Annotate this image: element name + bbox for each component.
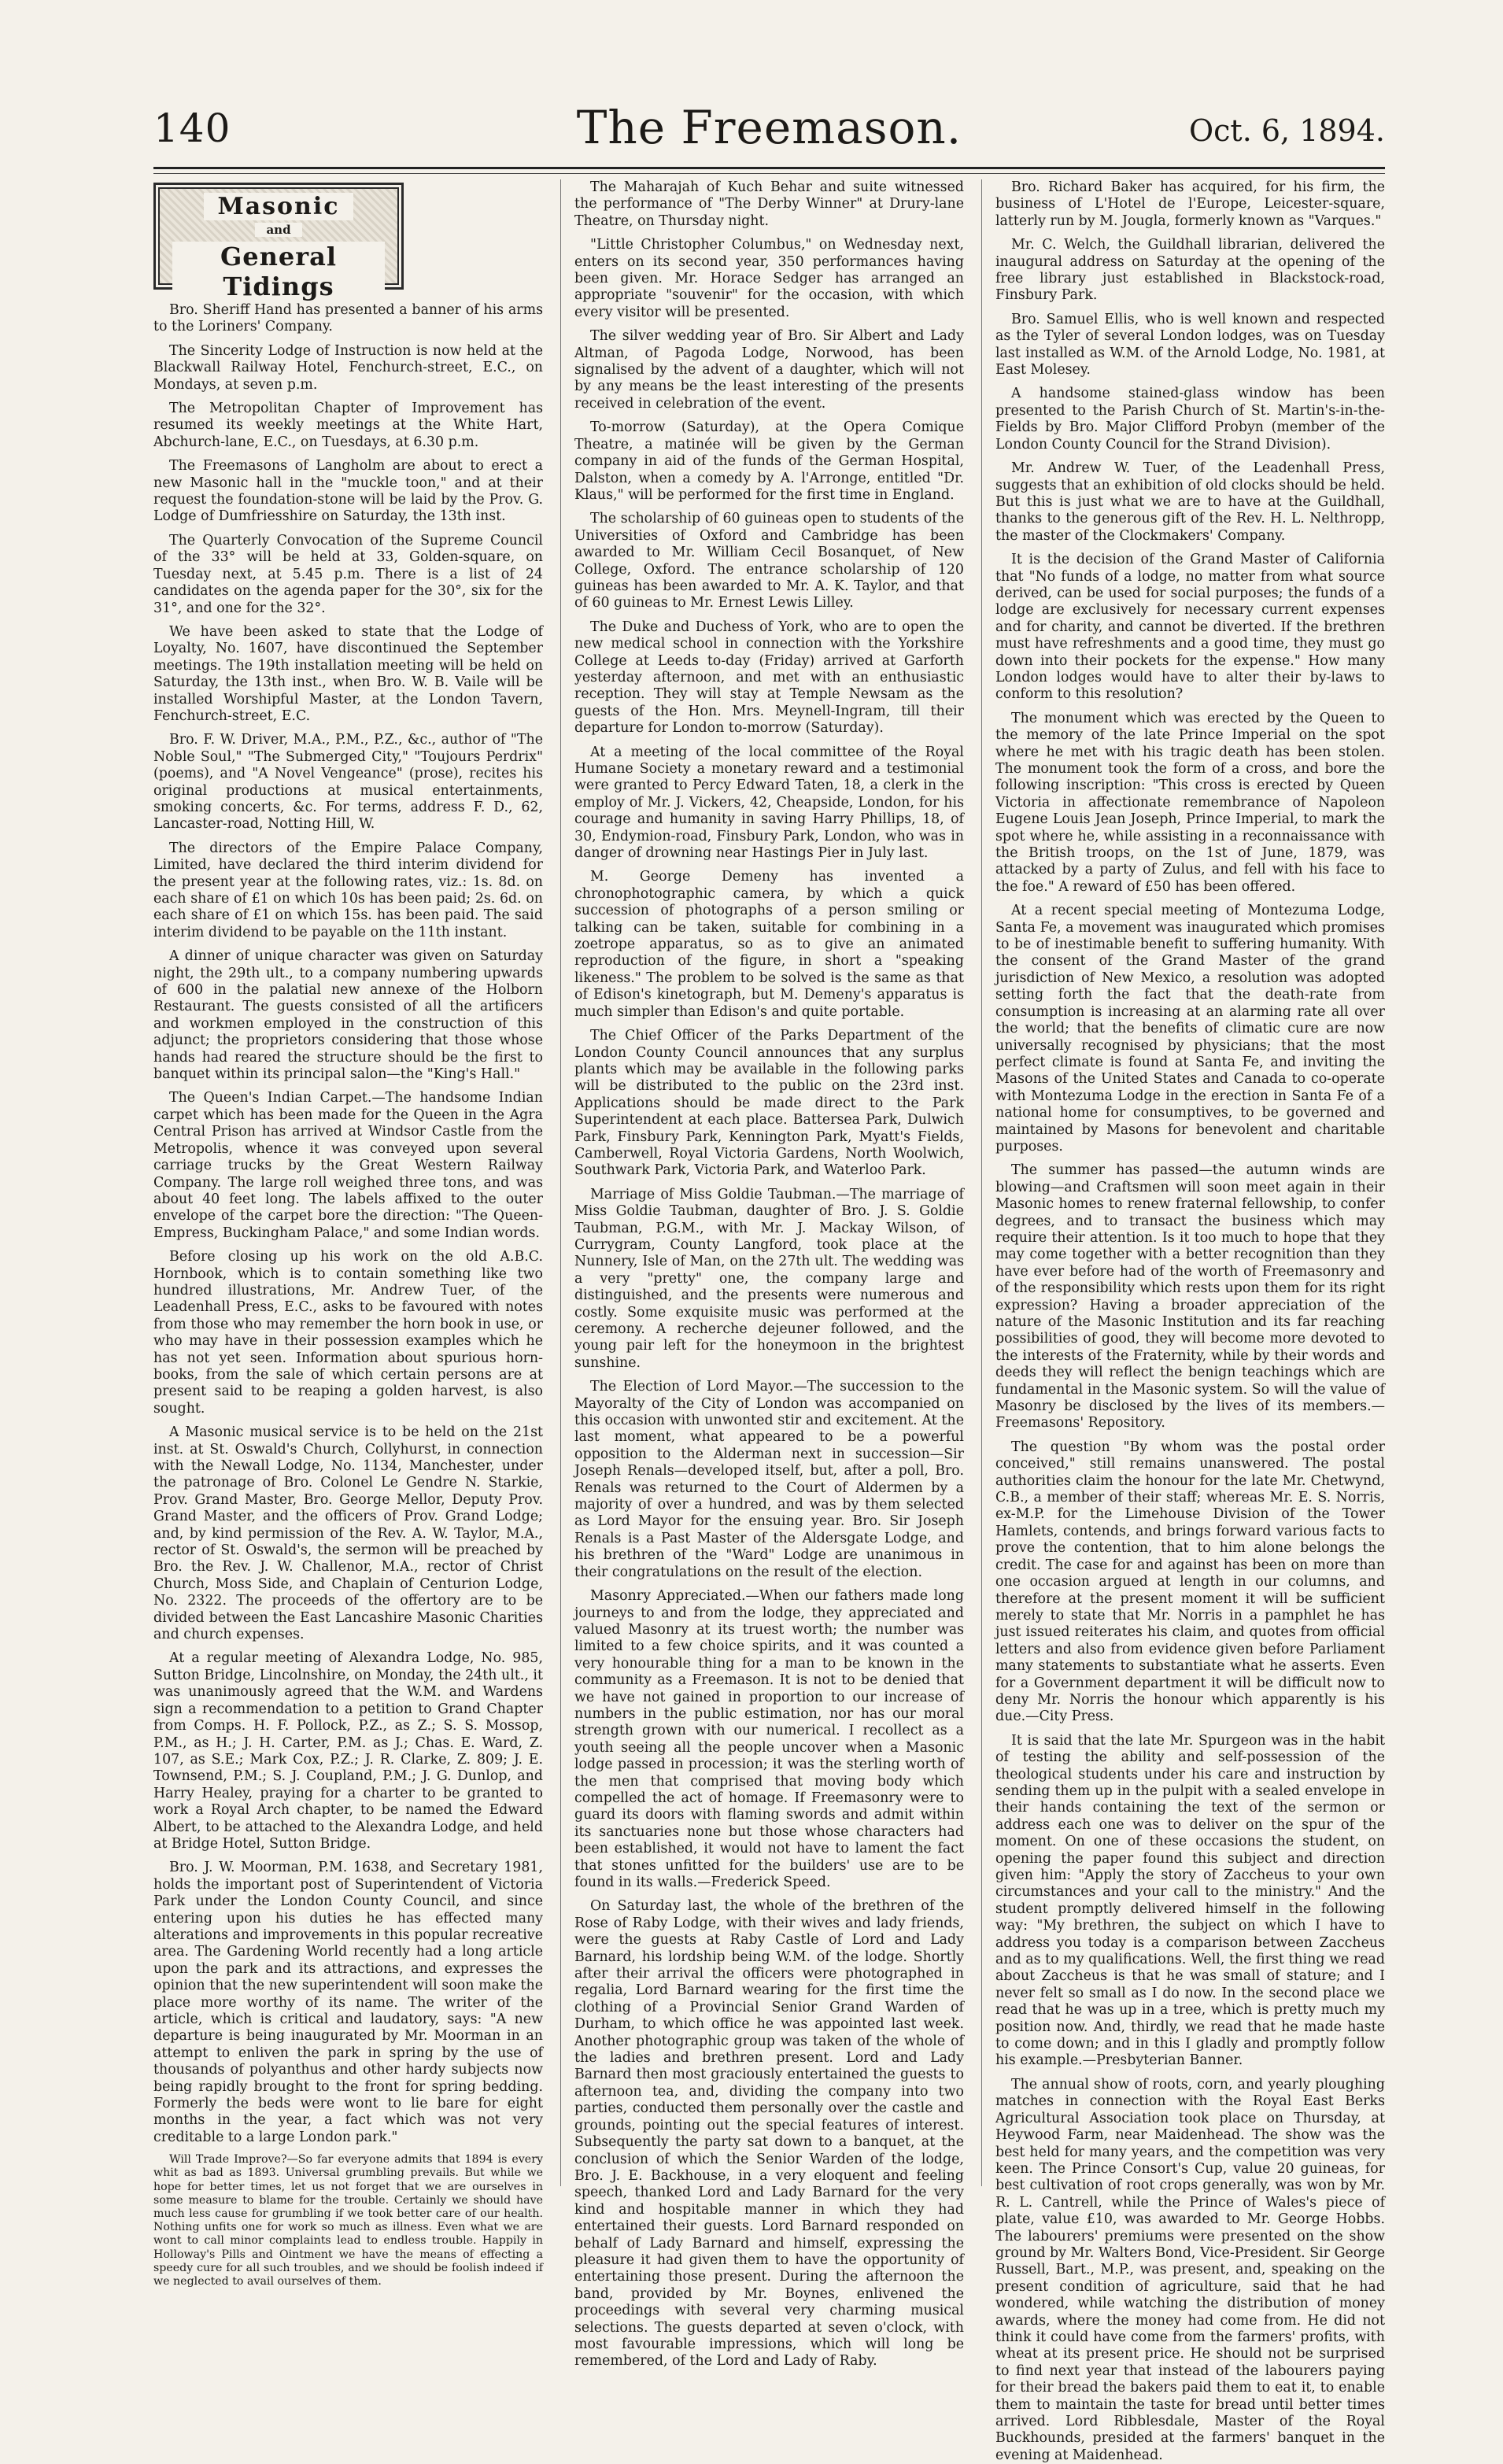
column-2	[574, 179, 964, 2370]
column-1	[153, 179, 543, 2289]
article-paragraph: The Sincerity Lodge of Instruction is now held at the Blackwall Railway Hotel, Fenchurch-street, E.C., on Mondays, at seven p.m.	[153, 342, 543, 393]
article-paragraph: Bro. Samuel Ellis, who is well known and respected as the Tyler of several London lodges, was on Tuesday last installed as W.M. of the Arnold Lodge, No. 1981, at East Molesey.	[995, 311, 1385, 379]
header-rule-thin	[153, 173, 1385, 174]
article-paragraph: Mr. Andrew W. Tuer, of the Leadenhall Press, suggests that an exhibition of old clocks should be held. But this is just what we are to have at the Guildhall, thanks to the generous gift of the Rev. H. L. Nelthropp, the master of the Clockmakers' Company.	[995, 460, 1385, 544]
column-divider	[981, 179, 982, 2186]
article-paragraph: The Election of Lord Mayor.—The succession to the Mayoralty of the City of London was accompanied on this occasion with unwonted stir and excitement. At the last moment, what appeared to be a powerful opposition to the Alderman next in succession—Sir Joseph Renals—developed itself, but, after a poll, Bro. Renals was returned to the Court of Aldermen by a majority of over a hundred, and was by them selected as Lord Mayor for the ensuing year. Bro. Sir Joseph Renals is a Past Master of the Aldersgate Lodge, and his brethren of the "Ward" Lodge are unanimous in their congratulations on the result of the election.	[574, 1379, 964, 1580]
article-paragraph: At a regular meeting of Alexandra Lodge, No. 985, Sutton Bridge, Lincolnshire, on Monday, the 24th ult., it was unanimously agreed that the W.M. and Wardens sign a recommendation to a petition to Grand Chapter from Comps. H. F. Pollock, P.Z., as Z.; S. S. Mossop, P.M., as H.; J. H. Carter, P.M. as J.; Chas. E. Ward, Z. 107, as S.E.; Mark Cox, P.Z.; J. R. Clarke, Z. 809; J. E. Townsend, P.M.; S. J. Coupland, P.M.; J. G. Dunlop, and Harry Healey, praying for a charter to be granted to work a Royal Arch chapter, to be named the Edward Albert, to be attached to the Alexandra Lodge, and held at Bridge Hotel, Sutton Bridge.	[153, 1650, 543, 1852]
article-paragraph: The scholarship of 60 guineas open to students of the Universities of Oxford and Cambridge has been awarded to Mr. William Cecil Bosanquet, of New College, Oxford. The entrance scholarship of 120 guineas has been awarded to Mr. A. K. Taylor, and that of 60 guineas to Mr. Ernest Lewis Lilley.	[574, 511, 964, 611]
article-paragraph: At a meeting of the local committee of the Royal Humane Society a monetary reward and a testimonial were granted to Percy Edward Taten, 18, a clerk in the employ of Mr. J. Vickers, 42, Cheapside, London, for his courage and humanity in saving Harry Phillips, 18, of 30, Endymion-road, Finsbury Park, London, who was in danger of drowning near Hastings Pier in July last.	[574, 744, 964, 862]
banner-general-tidings: General Tidings	[172, 242, 385, 301]
article-paragraph: At a recent special meeting of Montezuma Lodge, Santa Fe, a movement was inaugurated which promises to be of inestimable benefit to suffering humanity. With the consent of the Grand Master of the grand jurisdiction of New Mexico, a resolution was adopted setting forth the fact that the death-rate from consumption is increasing at an alarming rate all over the world; that the benefits of climatic cure are now universally recognised by physicians; that the most perfect climate is found at Santa Fe, and inviting the Masons of the United States and Canada to co-operate with Montezuma Lodge in the erection in Santa Fe of a national home for consumptives, to be governed and maintained by Masons for benevolent and charitable purposes.	[995, 903, 1385, 1154]
article-paragraph: The Metropolitan Chapter of Improvement has resumed its weekly meetings at the White Hart, Abchurch-lane, E.C., on Tuesdays, at 6.30 p.m.	[153, 401, 543, 450]
article-paragraph: The Duke and Duchess of York, who are to open the new medical school in connection with the Yorkshire College at Leeds to-day (Friday) arrived at Garforth yesterday afternoon, and met with an enthusiastic reception. They will stay at Temple Newsam as the guests of the Hon. Mrs. Meynell-Ingram, till their departure for London to-morrow (Saturday).	[574, 619, 964, 737]
column-3	[995, 179, 1385, 2463]
article-paragraph: A dinner of unique character was given on Saturday night, the 29th ult., to a company numbering upwards of 600 in the palatial new annexe of the Holborn Restaurant. The guests consisted of all the artificers and workmen employed in the construction of this adjunct; the proprietors considering that those whose hands had reared the structure should be the first to banquet within its principal salon—the "King's Hall."	[153, 948, 543, 1083]
section-banner	[153, 183, 404, 301]
article-paragraph: Masonry Appreciated.—When our fathers made long journeys to and from the lodge, they appreciated and valued Masonry at its truest worth; the number was limited to a few choice spirits, and it was counted a very honourable thing for a man to be known in the community as a Freemason. It is not to be denied that we have not gained in proportion to our increase of numbers in the public estimation, nor has our moral strength grown with our numerical. I recollect as a youth seeing all the people uncover when a Masonic lodge passed in procession; it was the sterling worth of the men that comprised that moving body which compelled the act of homage. If Freemasonry were to guard its doors with flaming swords and admit within its sanctuaries none but those whose characters had been established, it would not have to lament the fact that stones unfitted for the builders' use are to be found in its walls.—Frederick Speed.	[574, 1588, 964, 1890]
article-paragraph: A Masonic musical service is to be held on the 21st inst. at St. Oswald's Church, Collyhurst, in connection with the Newall Lodge, No. 1134, Manchester, under the patronage of Bro. Colonel Le Gendre N. Starkie, Prov. Grand Master, Bro. George Mellor, Deputy Prov. Grand Master, and the officers of Prov. Grand Lodge; and, by kind permission of the Rev. A. W. Taylor, M.A., rector of St. Oswald's, the sermon will be preached by Bro. the Rev. J. W. Challenor, M.A., rector of Christ Church, Moss Side, and Chaplain of Centurion Lodge, No. 2322. The proceeds of the offertory are to be divided between the East Lancashire Masonic Charities and church expenses.	[153, 1424, 543, 1643]
issue-date: Oct. 6, 1894.	[1189, 113, 1385, 148]
article-paragraph: "Little Christopher Columbus," on Wednesday next, enters on its second year, 350 performances having been given. Mr. Horace Sedger has arranged an appropriate "souvenir" for the occasion, with which every visitor will be presented.	[574, 237, 964, 320]
article-paragraph: Bro. Richard Baker has acquired, for his firm, the business of L'Hotel de l'Europe, Leicester-square, latterly run by M. Jougla, formerly known as "Varques."	[995, 179, 1385, 229]
article-paragraph: Bro. J. W. Moorman, P.M. 1638, and Secretary 1981, holds the important post of Superintendent of Victoria Park under the London County Council, and since entering upon his duties he has effected many alterations and improvements in this popular recreative area. The Gardening World recently had a long article upon the park and its attractions, and expresses the opinion that the new superintendent will soon make the place more worthy of its name. The writer of the article, which is critical and laudatory, says: "A new departure is being inaugurated by Mr. Moorman in an attempt to enliven the park in spring by the use of thousands of polyanthus and other hardy subjects now being rapidly brought to the front for spring bedding. Formerly the beds were wont to lie bare for eight months in the year, a fact which was not very creditable to a large London park."	[153, 1860, 543, 2145]
column-divider	[560, 179, 561, 2186]
article-paragraph: Before closing up his work on the old A.B.C. Hornbook, which is to contain something like two hundred illustrations, Mr. Andrew Tuer, of the Leadenhall Press, E.C., asks to be favoured with notes from those who may remember the horn book in use, or who may have in their possession examples which he has not yet seen. Information about spurious horn-books, from the sale of which certain persons are at present said to be reaping a golden harvest, is also sought.	[153, 1249, 543, 1417]
article-paragraph: The question "By whom was the postal order conceived," still remains unanswered. The postal authorities claim the honour for the late Mr. Chetwynd, C.B., a member of their staff; whereas Mr. E. S. Norris, ex-M.P. for the Limehouse Division of the Tower Hamlets, contends, and brings forward various facts to prove the contention, that to him alone belongs the credit. The case for and against has been on more than one occasion argued at length in our columns, and therefore at the present moment it will be sufficient merely to state that Mr. Norris in a pamphlet he has just issued reiterates his claim, and quotes from official letters and also from evidence given before Parliament many statements to substantiate what he asserts. Even for a Government department it will be difficult now to deny Mr. Norris the honour which apparently is his due.—City Press.	[995, 1439, 1385, 1725]
article-paragraph: The Quarterly Convocation of the Supreme Council of the 33° will be held at 33, Golden-square, on Tuesday next, at 5.45 p.m. There is a list of 24 candidates on the agenda paper for the 30°, six for the 31°, and one for the 32°.	[153, 532, 543, 616]
article-paragraph: Marriage of Miss Goldie Taubman.—The marriage of Miss Goldie Taubman, daughter of Bro. J. S. Goldie Taubman, P.G.M., with Mr. J. Mackay Wilson, of Currygram, County Langford, took place at the Nunnery, Isle of Man, on the 27th ult. The wedding was a very "pretty" one, the company large and distinguished, and the presents were numerous and costly. Some exquisite music was performed at the ceremony. A recherche dejeuner followed, and the young pair left for the honeymoon in the brightest sunshine.	[574, 1186, 964, 1371]
article-paragraph: M. George Demeny has invented a chronophotographic camera, by which a quick succession of photographs of a person smiling or talking can be taken, suitable for combining in a zoetrope apparatus, so as to give an animated reproduction of the figure, in short a "speaking likeness." The problem to be solved is the same as that of Edison's kinetograph, but M. Demeny's apparatus is much simpler than Edison's and quite portable.	[574, 869, 964, 1020]
article-paragraph: The monument which was erected by the Queen to the memory of the late Prince Imperial on the spot where he met with his tragic death has been stolen. The monument took the form of a cross, and bore the following inscription: "This cross is erected by Queen Victoria in affectionate remembrance of Napoleon Eugene Louis Jean Joseph, Prince Imperial, to mark the spot where he, while assisting in a reconnaissance with the British troops, on the 1st of June, 1879, was attacked by a party of Zulus, and fell with his face to the foe." A reward of £50 has been offered.	[995, 710, 1385, 895]
article-paragraph: To-morrow (Saturday), at the Opera Comique Theatre, a matinée will be given by the German company in aid of the funds of the German Hospital, Dalston, when a comedy by A. l'Arronge, entitled "Dr. Klaus," will be performed for the first time in England.	[574, 419, 964, 503]
page-number: 140	[153, 105, 231, 151]
banner-and: and	[255, 223, 302, 237]
article-paragraph: The Maharajah of Kuch Behar and suite witnessed the performance of "The Derby Winner" at Drury-lane Theatre, on Thursday night.	[574, 179, 964, 229]
article-paragraph: It is said that the late Mr. Spurgeon was in the habit of testing the ability and self-possession of the theological students under his care and instruction by sending them up in the pulpit with a sealed envelope in their hands containing the text of the sermon or address each one was to deliver on the spur of the moment. On one of these occasions the student, on opening the paper found this subject and direction given him: "Apply the story of Zaccheus to your own circumstances and your call to the ministry." And the student promptly delivered himself in the following way: "My brethren, the subject on which I have to address you today is a comparison between Zaccheus and as to my qualifications. Well, the first thing we read about Zaccheus is that he was small of stature; and I never felt so small as I do now. In the second place we read that he was up in a tree, which is pretty much my position now. And, thirdly, we read that he made haste to come down; and in this I gladly and promptly follow his example.—Presbyterian Banner.	[995, 1732, 1385, 2069]
article-paragraph: It is the decision of the Grand Master of California that "No funds of a lodge, no matter from what source derived, can be used for social purposes; the funds of a lodge are exclusively for necessary current expenses and for charity, and cannot be diverted. If the brethren must have refreshments and a good time, they must go down into their pockets for the expense." How many London lodges would have to alter their by-laws to conform to this resolution?	[995, 552, 1385, 703]
header-rule	[153, 167, 1385, 169]
article-paragraph: The annual show of roots, corn, and yearly ploughing matches in connection with the Royal East Berks Agricultural Association took place on Thursday, at Heywood Farm, near Maidenhead. The show was the best held for many years, and the competition was very keen. The Prince Consort's Cup, value 20 guineas, for best cultivation of root crops generally, was won by Mr. R. L. Cantrell, while the Prince of Wales's piece of plate, value £10, was awarded to Mr. George Hobbs. The labourers' premiums were presented on the show ground by Mr. Walters Bond, Vice-President. Sir George Russell, Bart., M.P., was present, and, speaking on the present condition of agriculture, said that he had wondered, while watching the distribution of money awards, where the money had come from. He did not think it could have come from the farmers' profits, with wheat at its present price. He should not be surprised to find next year that instead of the labourers paying for their bread the bakers paid them to eat it, to enable them to maintain the taste for bread until better times arrived. Lord Ribblesdale, Master of the Royal Buckhounds, presided at the farmers' banquet in the evening at Maidenhead.	[995, 2076, 1385, 2463]
article-paragraph: A handsome stained-glass window has been presented to the Parish Church of St. Martin's-in-the-Fields by Bro. Major Clifford Probyn (member of the London County Council for the Strand Division).	[995, 386, 1385, 453]
banner-masonic: Masonic	[204, 193, 353, 220]
article-paragraph: Mr. C. Welch, the Guildhall librarian, delivered the inaugural address on Saturday at the opening of the free library just established in Blackstock-road, Finsbury Park.	[995, 237, 1385, 304]
masthead-title: The Freemason.	[576, 101, 962, 154]
advertisement: Will Trade Improve?—So far everyone admits that 1894 is every whit as bad as 1893. Universal grumbling prevails. But while we hope for better times, let us not forget that we are ourselves in some measure to blame for the trouble. Certainly we should have much less cause for grumbling if we took better care of our health. Nothing unfits one for work so much as illness. Even what we are wont to call minor complaints lead to endless trouble. Happily in Holloway's Pills and Ointment we have the means of effecting a speedy cure for all such troubles, and we should be foolish indeed if we neglected to avail ourselves of them.	[153, 2153, 543, 2289]
article-paragraph: The directors of the Empire Palace Company, Limited, have declared the third interim dividend for the present year at the following rates, viz.: 1s. 8d. on each share of £1 on which 10s has been paid; 2s. 6d. on each share of £1 on which 15s. has been paid. The said interim dividend to be payable on the 11th instant.	[153, 840, 543, 940]
article-paragraph: Bro. Sheriff Hand has presented a banner of his arms to the Loriners' Company.	[153, 302, 543, 335]
article-paragraph: We have been asked to state that the Lodge of Loyalty, No. 1607, have discontinued the September meetings. The 19th installation meeting will be held on Saturday, the 13th inst., when Bro. W. B. Vaile will be installed Worshipful Master, at the London Tavern, Fenchurch-street, E.C.	[153, 623, 543, 724]
article-paragraph: On Saturday last, the whole of the brethren of the Rose of Raby Lodge, with their wives and lady friends, were the guests at Raby Castle of Lord and Lady Barnard, his lordship being W.M. of the lodge. Shortly after their arrival the officers were photographed in regalia, Lord Barnard wearing for the first time the clothing of a Provincial Senior Grand Warden of Durham, to which office he was appointed last week. Another photographic group was taken of the whole of the ladies and brethren present. Lord and Lady Barnard then most graciously entertained the guests to afternoon tea, and, dividing the company into two parties, conducted them personally over the castle and grounds, pointing out the special features of interest. Subsequently the party sat down to a banquet, at the conclusion of which the Senior Warden of the lodge, Bro. J. E. Backhouse, in a very eloquent and feeling speech, thanked Lord and Lady Barnard for the very kind and hospitable manner in which they had entertained their guests. Lord Barnard responded on behalf of Lady Barnard and himself, expressing the pleasure it had given them to have the opportunity of entertaining those present. During the afternoon the band, provided by Mr. Boynes, enlivened the proceedings with several very charming musical selections. The guests departed at seven o'clock, with most favourable impressions, which will long be remembered, of the Lord and Lady of Raby.	[574, 1898, 964, 2370]
article-paragraph: The Chief Officer of the Parks Department of the London County Council announces that any surplus plants which may be available in the following parks will be distributed to the public on the 23rd inst. Applications should be made direct to the Park Superintendent at each place. Battersea Park, Dulwich Park, Finsbury Park, Kennington Park, Myatt's Fields, Camberwell, Royal Victoria Gardens, North Woolwich, Southwark Park, Victoria Park, and Waterloo Park.	[574, 1028, 964, 1179]
article-paragraph: The Queen's Indian Carpet.—The handsome Indian carpet which has been made for the Queen in the Agra Central Prison has arrived at Windsor Castle from the Metropolis, whence it was conveyed upon several carriage trucks by the Great Western Railway Company. The large roll weighed three tons, and was about 40 feet long. The labels affixed to the outer envelope of the carpet bore the direction: "The Queen-Empress, Buckingham Palace," and some Indian words.	[153, 1090, 543, 1241]
article-paragraph: Bro. F. W. Driver, M.A., P.M., P.Z., &c., author of "The Noble Soul," "The Submerged City," "Toujours Perdrix" (poems), and "A Novel Vengeance" (prose), recites his original productions at musical entertainments, smoking concerts, &c. For terms, address F. D., 62, Lancaster-road, Notting Hill, W.	[153, 732, 543, 833]
article-paragraph: The silver wedding year of Bro. Sir Albert and Lady Altman, of Pagoda Lodge, Norwood, has been signalised by the advent of a daughter, which will not by any means be the least interesting of the presents received in celebration of the event.	[574, 328, 964, 412]
article-paragraph: The summer has passed—the autumn winds are blowing—and Craftsmen will soon meet again in their Masonic homes to renew fraternal fellowship, to confer degrees, and to transact the business which may require their attention. Is it too much to hope that they may come together with a better recognition than they have ever before had of the worth of Freemasonry and of the responsibility which rests upon them for its right expression? Having a broader appreciation of the nature of the Masonic Institution and its far reaching possibilities of good, they will become more devoted to the interests of the Fraternity, while by their words and deeds they will reflect the benign teachings which are fundamental in the Masonic system. So will the value of Masonry be disclosed by the lives of its members.—Freemasons' Repository.	[995, 1162, 1385, 1431]
article-paragraph: The Freemasons of Langholm are about to erect a new Masonic hall in the "muckle toon," and at their request the foundation-stone will be laid by the Prov. G. Lodge of Dumfriesshire on Saturday, the 13th inst.	[153, 458, 543, 525]
page-header	[153, 101, 1385, 161]
